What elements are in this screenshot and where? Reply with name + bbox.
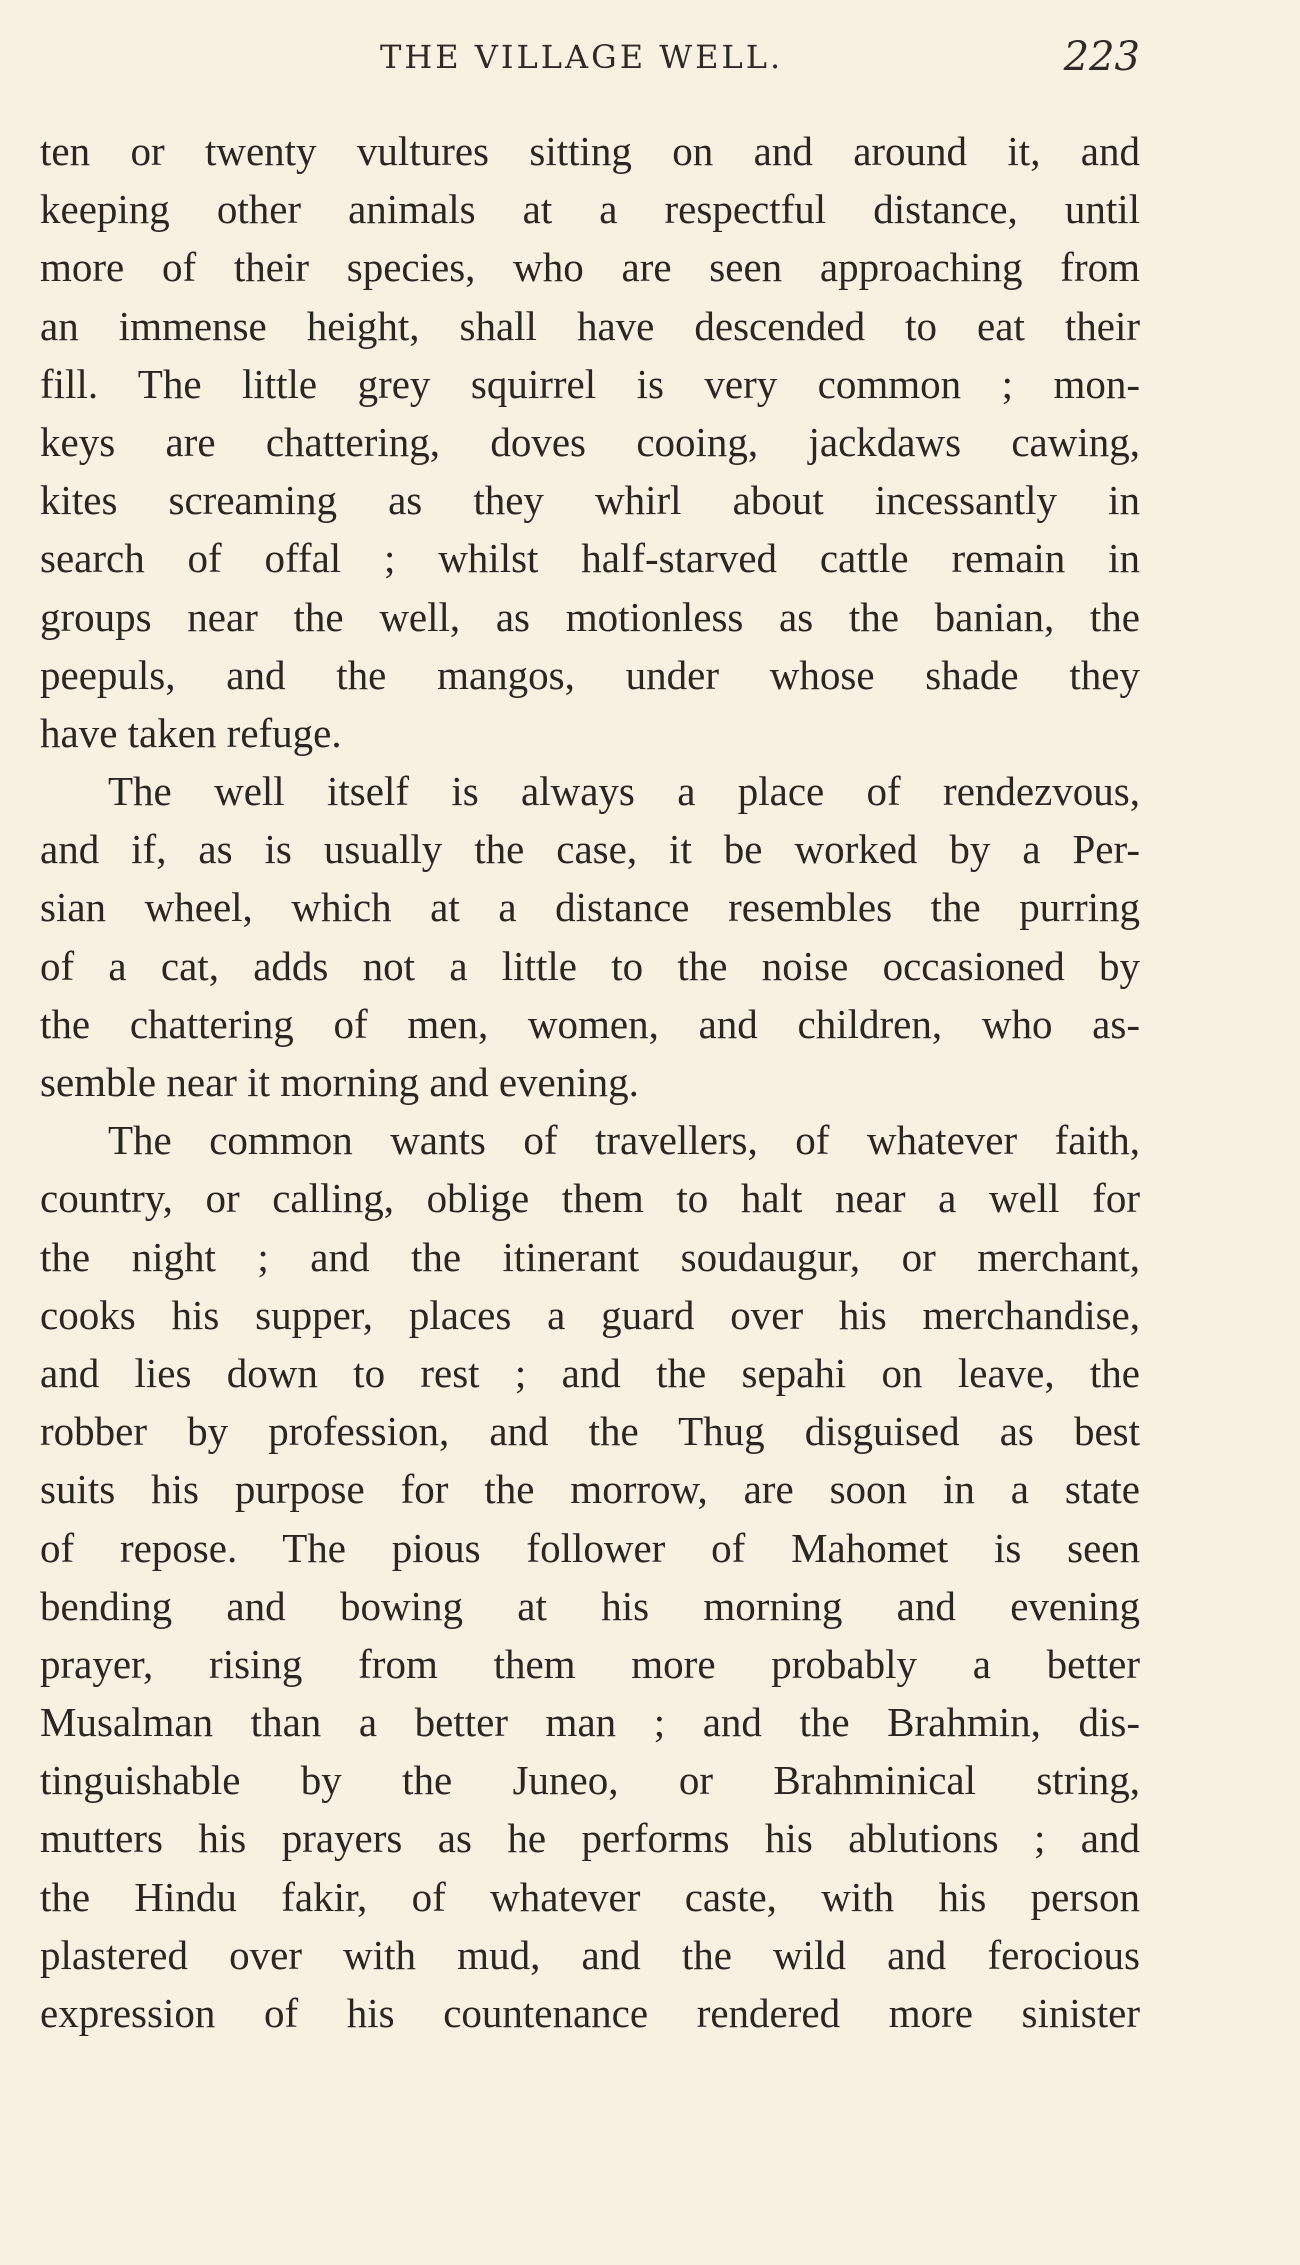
text-line: an immense height, shall have descended to eat their	[40, 302, 1140, 349]
text-line: have taken refuge.	[40, 709, 342, 756]
text-line: of repose. The pious follower of Mahomet is seen	[40, 1524, 1140, 1571]
text-line: the Hindu fakir, of whatever caste, with his person	[40, 1873, 1140, 1920]
text-line: groups near the well, as motionless as the banian, the	[40, 593, 1140, 640]
running-title: THE VILLAGE WELL.	[380, 38, 784, 76]
text-line: bending and bowing at his morning and evening	[40, 1582, 1140, 1629]
text-line: ten or twenty vultures sitting on and around it, and	[40, 128, 1140, 174]
text-line: keeping other animals at a respectful distance, until	[40, 186, 1140, 233]
text-line: fill. The little grey squirrel is very common ; mon-	[40, 360, 1140, 407]
text-line: mutters his prayers as he performs his ablutions ; and	[40, 1815, 1140, 1862]
text-line: peepuls, and the mangos, under whose shade they	[40, 651, 1140, 698]
text-line: plastered over with mud, and the wild and ferocious	[40, 1931, 1140, 1978]
text-line: sian wheel, which at a distance resembles the purring	[40, 884, 1140, 931]
text-line: country, or calling, oblige them to halt near a well for	[40, 1175, 1140, 1222]
text-line: and if, as is usually the case, it be worked by a Per-	[40, 826, 1140, 873]
body-text	[40, 122, 1140, 2042]
text-line: and lies down to rest ; and the sepahi on leave, the	[40, 1349, 1140, 1396]
text-line: more of their species, who are seen approaching from	[40, 244, 1140, 291]
text-line: of a cat, adds not a little to the noise occasioned by	[40, 942, 1140, 989]
text-line: keys are chattering, doves cooing, jackdaws cawing,	[40, 418, 1140, 465]
text-line: tinguishable by the Juneo, or Brahminical string,	[40, 1757, 1140, 1804]
paragraph-start-line: The well itself is always a place of rendezvous,	[108, 768, 1140, 815]
text-line: prayer, rising from them more probably a better	[40, 1640, 1140, 1687]
text-line: search of offal ; whilst half-starved cattle remain in	[40, 535, 1140, 582]
running-header	[0, 32, 1300, 82]
text-line: kites screaming as they whirl about incessantly in	[40, 477, 1140, 524]
text-line: cooks his supper, places a guard over his merchandise,	[40, 1291, 1140, 1338]
text-line: expression of his countenance rendered more sinister	[40, 1990, 1140, 2036]
text-line: the night ; and the itinerant soudaugur, or merchant,	[40, 1233, 1140, 1280]
text-line: robber by profession, and the Thug disguised as best	[40, 1408, 1140, 1455]
paragraph-start-line: The common wants of travellers, of whatever faith,	[108, 1117, 1140, 1164]
page-number: 223	[1063, 34, 1140, 80]
text-line: Musalman than a better man ; and the Brahmin, dis-	[40, 1699, 1140, 1746]
text-line: semble near it morning and evening.	[40, 1059, 639, 1105]
text-line: the chattering of men, women, and children, who as-	[40, 1000, 1140, 1047]
text-line: suits his purpose for the morrow, are soon in a state	[40, 1466, 1140, 1513]
